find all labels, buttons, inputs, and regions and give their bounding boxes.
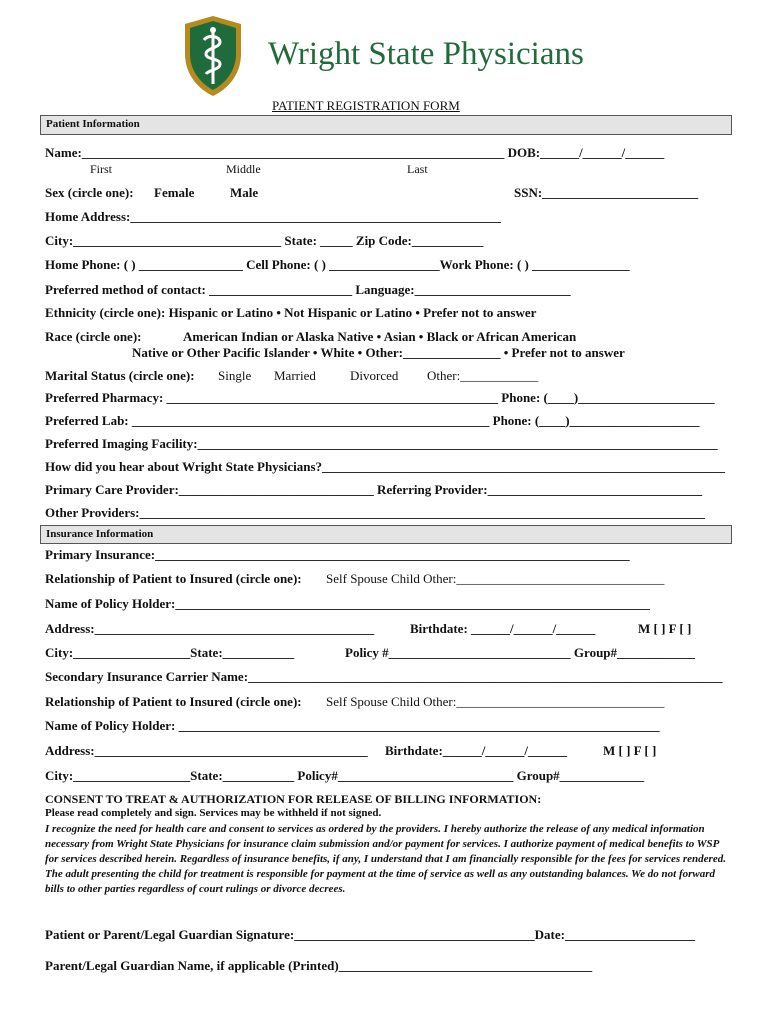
marital-option-single[interactable]: Single (218, 368, 252, 383)
section-bar-insurance (40, 525, 732, 544)
birthdate-field-secondary[interactable]: Birthdate:______/______/______ (385, 743, 567, 758)
section-title: Patient Information (46, 118, 140, 130)
policy-holder-field-primary[interactable]: Name of Policy Holder:_________________________________________________________________________ (45, 596, 650, 611)
marital-option-married[interactable]: Married (274, 368, 316, 383)
marital-option-divorced[interactable]: Divorced (350, 368, 399, 383)
section-bar-patient (40, 115, 732, 135)
relationship-options-primary[interactable]: Self Spouse Child Other:________________________________ (326, 571, 665, 586)
providers-field[interactable]: Primary Care Provider:______________________________ Referring Provider:_________________________________ (45, 482, 703, 497)
gender-checkbox-secondary[interactable]: M [ ] F [ ] (603, 743, 657, 758)
policy-group-field-primary[interactable]: Policy #____________________________ Group#____________ (345, 645, 696, 660)
logo (180, 14, 600, 100)
city-state-field-primary[interactable]: City:__________________State:___________ (45, 645, 295, 660)
referral-source-field[interactable]: How did you hear about Wright State Physicians?______________________________________________________________ (45, 459, 726, 474)
relationship-options-secondary[interactable]: Self Spouse Child Other:________________________________ (326, 694, 665, 709)
pharmacy-field[interactable]: Preferred Pharmacy: ___________________________________________________ Phone: (____)_____________________ (45, 390, 715, 405)
guardian-printed-name-field[interactable]: Parent/Legal Guardian Name, if applicable (Printed)_______________________________________ (45, 958, 593, 973)
consent-body: I recognize the need for health care and consent to services as ordered by the providers. I hereby authorize the release of any medical information necessary from Wright State Physicians for insurance claim submission and/or payment for services. I authorize payment of medical benefits to WSP for services described herein. Regardless of insurance benefits, if any, I understand that I am financially responsible for the fees for services rendered. The adult presenting the child for treatment is responsible for payment at the time of service as well as any outstanding balances. We do not forward bills to other parties regardless of court rulings or divorce decrees. (45, 823, 726, 895)
form-title: PATIENT REGISTRATION FORM (272, 98, 460, 113)
address-field-secondary[interactable]: Address:__________________________________________ (45, 743, 368, 758)
consent-instruction: Please read completely and sign. Services may be withheld if not signed. (45, 807, 382, 819)
marital-option-other[interactable]: Other:____________ (427, 368, 539, 383)
imaging-field[interactable]: Preferred Imaging Facility:________________________________________________________________________________ (45, 436, 718, 451)
race-label: Race (circle one): (45, 329, 142, 344)
secondary-insurance-field[interactable]: Secondary Insurance Carrier Name:_________________________________________________________________________ (45, 669, 723, 684)
logo-wordmark: Wright State Physicians (268, 36, 584, 72)
sex-label: Sex (circle one): (45, 185, 134, 200)
lab-field[interactable]: Preferred Lab: _______________________________________________________ Phone: (____)____________________ (45, 413, 700, 428)
race-options-line1[interactable]: American Indian or Alaska Native • Asian • Black or African American (183, 329, 577, 344)
name-middle-caption: Middle (226, 162, 261, 176)
birthdate-field-primary[interactable]: Birthdate: ______/______/______ (410, 621, 596, 636)
contact-language-field[interactable]: Preferred method of contact: ______________________ Language:________________________ (45, 282, 571, 297)
city-policy-group-field-secondary[interactable]: City:__________________State:___________ Policy#___________________________ Group#_____________ (45, 768, 645, 783)
policy-holder-field-secondary[interactable]: Name of Policy Holder: __________________________________________________________________________ (45, 718, 660, 733)
section-title: Insurance Information (46, 528, 154, 540)
phone-fields[interactable]: Home Phone: ( ) ________________ Cell Phone: ( ) _________________Work Phone: ( ) _______________ (45, 257, 630, 272)
name-first-caption: First (90, 162, 113, 176)
signature-date-field[interactable]: Patient or Parent/Legal Guardian Signature:_____________________________________Date:____________________ (45, 927, 695, 942)
ethnicity-options[interactable]: Ethnicity (circle one): Hispanic or Latino • Not Hispanic or Latino • Prefer not to answer (45, 305, 537, 320)
consent-heading: CONSENT TO TREAT & AUTHORIZATION FOR RELEASE OF BILLING INFORMATION: (45, 792, 542, 806)
race-options-line2[interactable]: Native or Other Pacific Islander • White • Other:_______________ • Prefer not to answer (132, 345, 625, 360)
primary-insurance-field[interactable]: Primary Insurance:_________________________________________________________________________ (45, 547, 630, 562)
name-last-caption: Last (407, 162, 428, 176)
marital-label: Marital Status (circle one): (45, 368, 195, 383)
relationship-label-primary: Relationship of Patient to Insured (circle one): (45, 571, 302, 586)
city-state-zip-field[interactable]: City:________________________________ State: _____ Zip Code:___________ (45, 233, 484, 248)
gender-checkbox-primary[interactable]: M [ ] F [ ] (638, 621, 692, 636)
ssn-field[interactable]: SSN:________________________ (514, 185, 699, 200)
caduceus-shield-icon (182, 14, 244, 98)
sex-option-male[interactable]: Male (230, 185, 259, 200)
address-field-primary[interactable]: Address:___________________________________________ (45, 621, 375, 636)
name-field[interactable]: Name:_________________________________________________________________ DOB:______/______/______ (45, 145, 665, 160)
sex-option-female[interactable]: Female (154, 185, 195, 200)
home-address-field[interactable]: Home Address:_________________________________________________________ (45, 209, 501, 224)
other-providers-field[interactable]: Other Providers:_______________________________________________________________________________________ (45, 505, 705, 520)
relationship-label-secondary: Relationship of Patient to Insured (circle one): (45, 694, 302, 709)
